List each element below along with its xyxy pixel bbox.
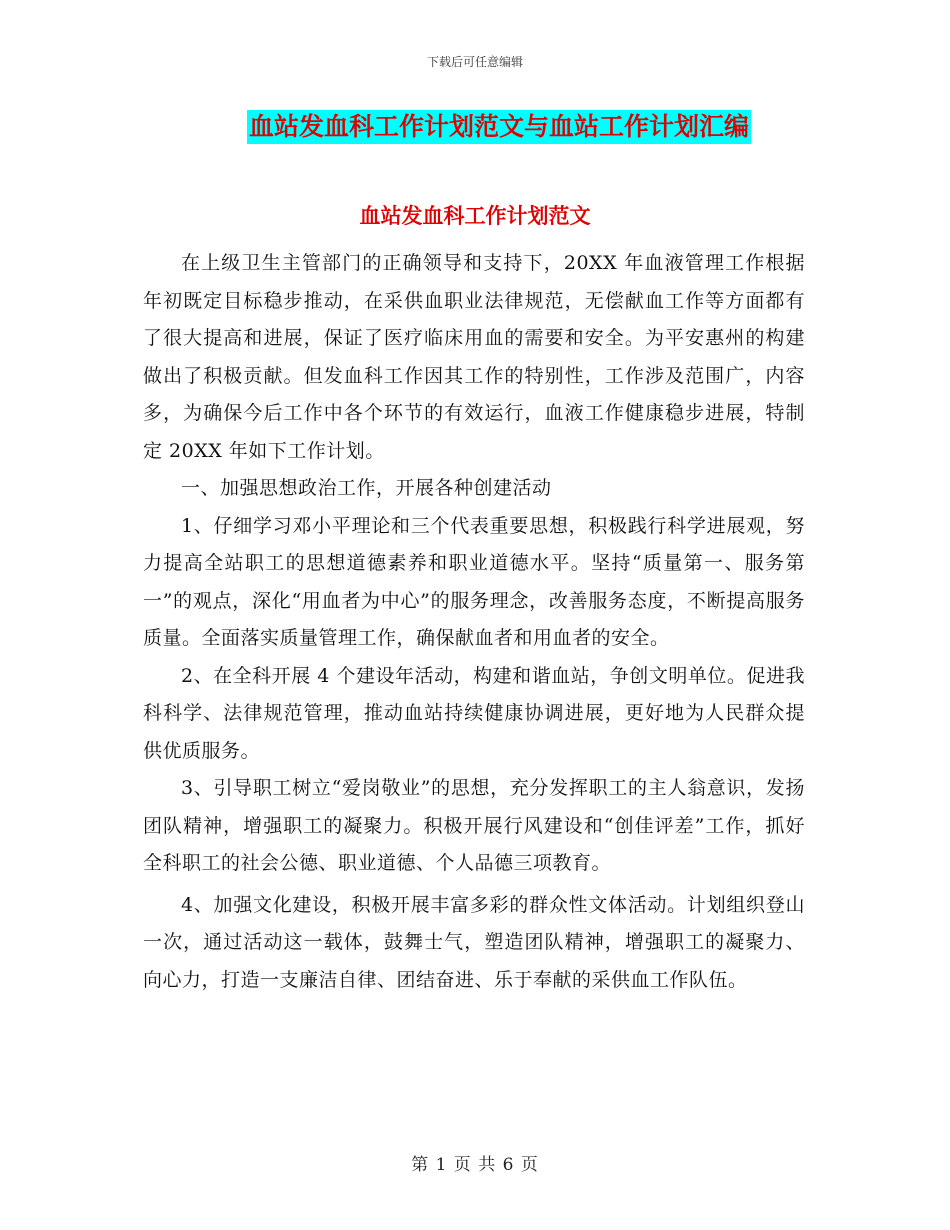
main-title: 血站发血科工作计划范文与血站工作计划汇编 xyxy=(247,110,751,144)
paragraph-intro: 在上级卫生主管部门的正确领导和支持下，20XX 年血液管理工作根据年初既定目标稳步推动，在采供血职业法律规范，无偿献血工作等方面都有了很大提高和进展，保证了医疗临床用血的需要和安全。为平安惠州的构建做出了积极贡献。但发血科工作因其工作的特别性，工作涉及范围广，内容多，为确保今后工作中各个环节的有效运行，血液工作健康稳步进展，特制定 20XX 年如下工作计划。 xyxy=(143,252,805,462)
page-number: 第 1 页 共 6 页 xyxy=(411,1155,539,1175)
sub-title: 血站发血科工作计划范文 xyxy=(359,204,591,228)
section-heading-1: 一、加强思想政治工作，开展各种创建活动 xyxy=(181,477,552,499)
paragraph-item-2: 2、在全科开展 4 个建设年活动，构建和谐血站，争创文明单位。促进我科科学、法律规范管理，推动血站持续健康协调进展，更好地为人民群众提供优质服务。 xyxy=(143,664,805,762)
main-title-container xyxy=(0,110,950,144)
document-body xyxy=(143,245,805,999)
paragraph-item-3: 3、引导职工树立“爱岗敬业”的思想，充分发挥职工的主人翁意识，发扬团队精神，增强职工的凝聚力。积极开展行风建设和“创佳评差”工作，抓好全科职工的社会公德、职业道德、个人品德三项教育。 xyxy=(143,777,805,874)
paragraph-item-1: 1、仔细学习邓小平理论和三个代表重要思想，积极践行科学进展观，努力提高全站职工的思想道德素养和职业道德水平。坚持“质量第一、服务第一”的观点，深化“用血者为中心”的服务理念，改善服务态度，不断提高服务质量。全面落实质量管理工作，确保献血者和用血者的安全。 xyxy=(143,514,805,649)
paragraph-item-4: 4、加强文化建设，积极开展丰富多彩的群众性文体活动。计划组织登山一次，通过活动这一载体，鼓舞士气，塑造团队精神，增强职工的凝聚力、向心力，打造一支廉洁自律、团结奋进、乐于奉献的采供血工作队伍。 xyxy=(143,893,805,991)
header-note: 下载后可任意编辑 xyxy=(426,55,523,69)
